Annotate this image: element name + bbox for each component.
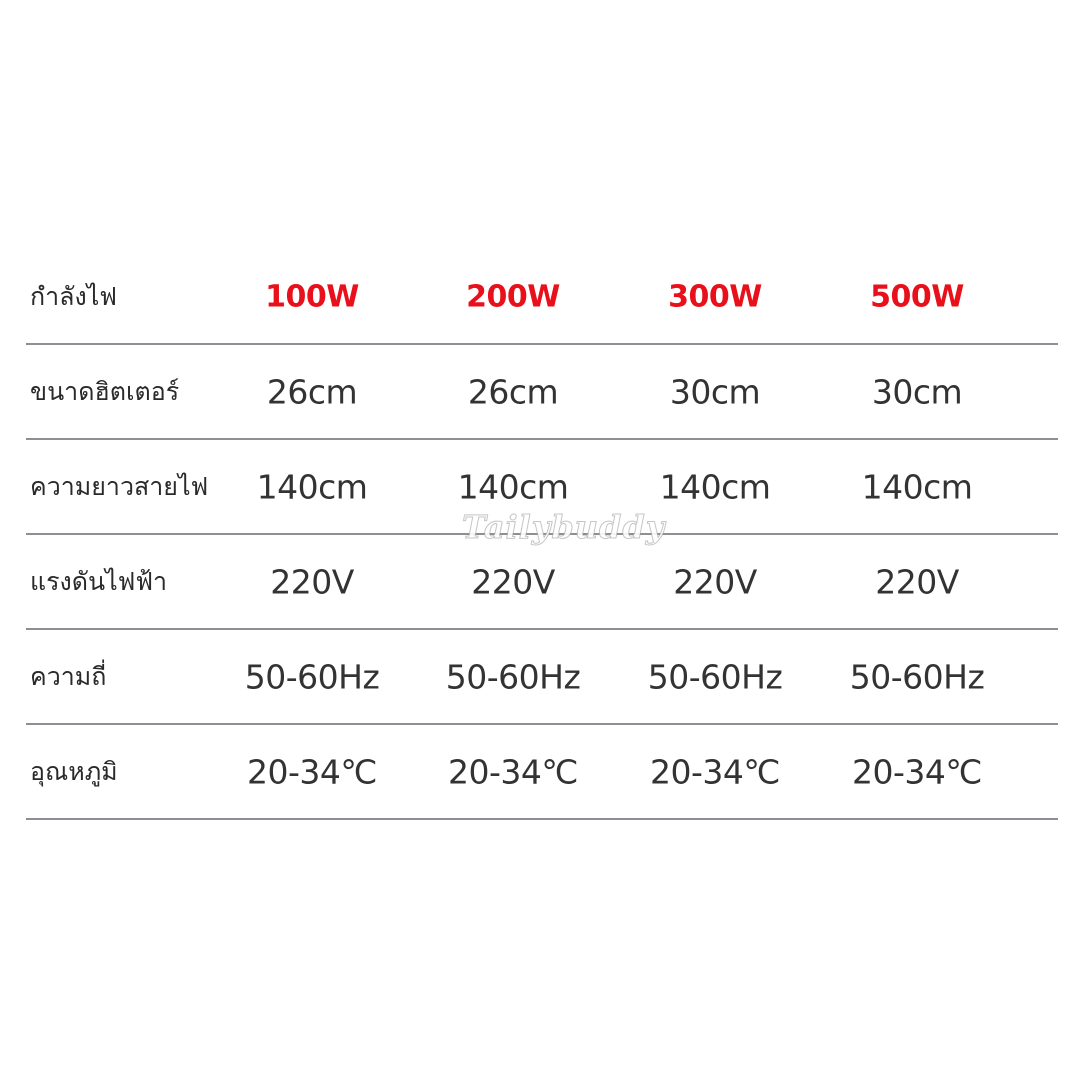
- table-cell: 220V: [471, 562, 555, 601]
- row-label: กำลังไฟ: [30, 281, 117, 311]
- table-cell: 26cm: [266, 372, 358, 411]
- table-cell: 200W: [466, 279, 560, 314]
- table-cell: 26cm: [467, 372, 559, 411]
- table-cell: 500W: [870, 279, 964, 314]
- table-cell: 20-34℃: [448, 752, 578, 791]
- spec-row-cable-length: [26, 440, 1058, 535]
- table-cell: 220V: [673, 562, 757, 601]
- spec-row-temperature: [26, 725, 1058, 820]
- table-cell: 220V: [270, 562, 354, 601]
- spec-row-heater-size: [26, 345, 1058, 440]
- spec-row-power: [26, 250, 1058, 345]
- row-label: ความถี่: [30, 661, 107, 691]
- table-cell: 300W: [668, 279, 762, 314]
- table-cell: 30cm: [871, 372, 963, 411]
- table-cell: 20-34℃: [247, 752, 377, 791]
- row-label: ความยาวสายไฟ: [30, 471, 209, 501]
- row-label: แรงดันไฟฟ้า: [30, 566, 168, 596]
- table-cell: 140cm: [659, 467, 771, 506]
- table-cell: 50-60Hz: [244, 657, 380, 696]
- table-cell: 50-60Hz: [849, 657, 985, 696]
- row-label: ขนาดฮิตเตอร์: [30, 376, 180, 406]
- table-cell: 140cm: [861, 467, 973, 506]
- spec-row-frequency: [26, 630, 1058, 725]
- table-cell: 20-34℃: [852, 752, 982, 791]
- row-label: อุณหภูมิ: [30, 756, 118, 786]
- table-cell: 140cm: [457, 467, 569, 506]
- table-cell: 50-60Hz: [445, 657, 581, 696]
- table-cell: 140cm: [256, 467, 368, 506]
- spec-row-voltage: [26, 535, 1058, 630]
- table-cell: 30cm: [669, 372, 761, 411]
- brand-watermark: Tailybuddy: [462, 508, 666, 546]
- spec-table: [26, 250, 1058, 820]
- table-cell: 100W: [265, 279, 359, 314]
- table-cell: 20-34℃: [650, 752, 780, 791]
- table-cell: 220V: [875, 562, 959, 601]
- table-cell: 50-60Hz: [647, 657, 783, 696]
